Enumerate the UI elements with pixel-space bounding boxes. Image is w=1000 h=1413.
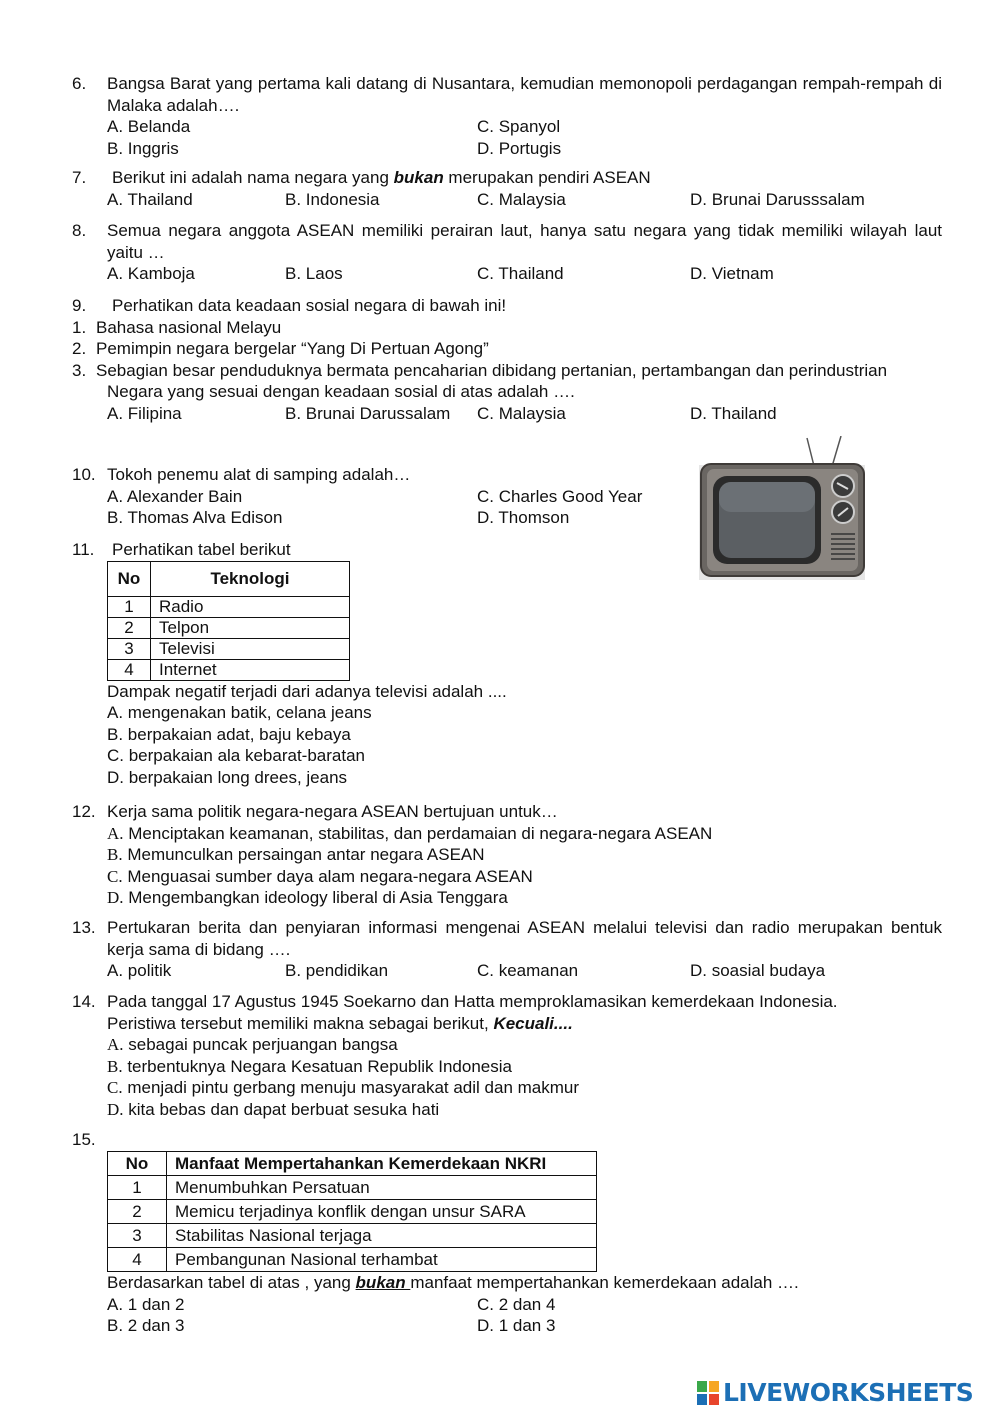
- list-item: 2. Pemimpin negara bergelar “Yang Di Pertuan Agong”: [72, 339, 489, 358]
- table-row: 2 Telpon: [108, 617, 350, 638]
- table-header: Manfaat Mempertahankan Kemerdekaan NKRI: [167, 1152, 597, 1176]
- option-b[interactable]: B. Thomas Alva Edison: [107, 508, 283, 527]
- option-c[interactable]: C. Spanyol: [477, 117, 561, 136]
- emphasis-bukan: bukan: [355, 1273, 411, 1292]
- option-c[interactable]: C. Charles Good Year: [477, 486, 643, 506]
- liveworksheets-icon: [697, 1381, 719, 1405]
- question-text: Pada tanggal 17 Agustus 1945 Soekarno dan Hatta memproklamasikan kemerdekaan Indonesia.: [107, 992, 838, 1011]
- technology-table: [107, 561, 350, 681]
- question-text: Berikut ini adalah nama negara yang bukan merupakan pendiri ASEAN: [112, 168, 651, 187]
- question-prompt: Peristiwa tersebut memiliki makna sebagai berikut, Kecuali....: [107, 1013, 573, 1033]
- option-a[interactable]: A. Menciptakan keamanan, stabilitas, dan perdamaian di negara-negara ASEAN: [107, 823, 713, 843]
- question-number: 7.: [72, 168, 87, 187]
- question-prompt: Berdasarkan tabel di atas , yang bukan manfaat mempertahankan kemerdekaan adalah ….: [107, 1273, 799, 1292]
- question-number: 13.: [72, 918, 96, 937]
- question-number: 9.: [72, 296, 87, 315]
- emphasis-kecuali: Kecuali....: [493, 1013, 573, 1033]
- option-a[interactable]: A. Alexander Bain: [107, 486, 243, 506]
- list-item: 1. Bahasa nasional Melayu: [72, 317, 282, 337]
- question-number: 14.: [72, 992, 96, 1011]
- table-row: 3 Televisi: [108, 638, 350, 659]
- question-12: [72, 801, 942, 909]
- logo-text: LIVEWORKSHEETS: [723, 1378, 974, 1407]
- option-b[interactable]: B. berpakaian adat, baju kebaya: [107, 724, 351, 744]
- question-11: [72, 539, 942, 788]
- question-text: Semua negara anggota ASEAN memiliki perairan laut, hanya satu negara yang tidak memiliki wilayah laut yaitu …: [107, 221, 942, 262]
- table-row: 4 Pembangunan Nasional terhambat: [108, 1248, 597, 1272]
- option-a[interactable]: A. politik: [107, 961, 172, 980]
- option-a[interactable]: A. Thailand: [107, 189, 193, 209]
- table-header: Teknologi: [151, 561, 350, 596]
- question-text: Perhatikan tabel berikut: [112, 540, 291, 559]
- question-14: [72, 991, 942, 1120]
- option-d[interactable]: D. Mengembangkan ideology liberal di Asia Tenggara: [107, 888, 508, 907]
- option-d[interactable]: D. Thomson: [477, 508, 570, 527]
- question-15: [72, 1129, 942, 1337]
- option-d[interactable]: D. Thailand: [690, 403, 777, 423]
- emphasis-bukan: bukan: [393, 168, 444, 187]
- option-a[interactable]: A. Kamboja: [107, 264, 195, 283]
- question-text: Perhatikan data keadaan sosial negara di bawah ini!: [112, 296, 507, 315]
- option-a[interactable]: A. sebagai puncak perjuangan bangsa: [107, 1035, 398, 1054]
- option-d[interactable]: D. Portugis: [477, 138, 562, 158]
- option-d[interactable]: D. kita bebas dan dapat berbuat sesuka hati: [107, 1099, 440, 1119]
- option-c[interactable]: C. Menguasai sumber daya alam negara-negara ASEAN: [107, 866, 533, 886]
- option-a[interactable]: A. 1 dan 2: [107, 1294, 185, 1314]
- question-prompt: Dampak negatif terjadi dari adanya televisi adalah ....: [107, 681, 507, 701]
- option-c[interactable]: C. menjadi pintu gerbang menuju masyarakat adil dan makmur: [107, 1078, 580, 1097]
- list-item: 3. Sebagian besar penduduknya bermata pencaharian dibidang pertanian, pertambangan dan perindustrian: [72, 360, 888, 380]
- option-b[interactable]: B. pendidikan: [285, 961, 389, 980]
- question-6: [72, 73, 942, 159]
- table-row: 1 Menumbuhkan Persatuan: [108, 1176, 597, 1200]
- option-d[interactable]: D. berpakaian long drees, jeans: [107, 767, 348, 787]
- option-b[interactable]: B. Laos: [285, 264, 343, 283]
- liveworksheets-logo[interactable]: [697, 1378, 973, 1408]
- option-d[interactable]: D. soasial budaya: [690, 961, 826, 980]
- table-row: 4 Internet: [108, 659, 350, 680]
- question-number: 15.: [72, 1130, 96, 1149]
- option-a[interactable]: A. mengenakan batik, celana jeans: [107, 703, 372, 722]
- option-d[interactable]: D. 1 dan 3: [477, 1316, 556, 1335]
- option-b[interactable]: B. Inggris: [107, 138, 179, 158]
- option-a[interactable]: A. Belanda: [107, 117, 191, 136]
- question-number: 11.: [72, 540, 95, 559]
- table-header: No: [108, 1152, 167, 1176]
- table-row: 2 Memicu terjadinya konflik dengan unsur SARA: [108, 1200, 597, 1224]
- option-c[interactable]: C. berpakaian ala kebarat-baratan: [107, 746, 365, 765]
- option-c[interactable]: C. Malaysia: [477, 403, 566, 423]
- option-b[interactable]: B. Brunai Darussalam: [285, 403, 451, 423]
- question-text: Kerja sama politik negara-negara ASEAN bertujuan untuk…: [107, 802, 558, 821]
- question-number: 8.: [72, 221, 87, 240]
- table-row: 3 Stabilitas Nasional terjaga: [108, 1224, 597, 1248]
- option-b[interactable]: B. 2 dan 3: [107, 1316, 185, 1335]
- question-number: 10.: [72, 465, 96, 484]
- option-c[interactable]: C. keamanan: [477, 961, 579, 980]
- question-number: 6.: [72, 74, 87, 93]
- question-8: [72, 220, 942, 285]
- table-header: No: [108, 561, 151, 596]
- option-c[interactable]: C. Thailand: [477, 264, 564, 283]
- option-c[interactable]: C. Malaysia: [477, 189, 566, 209]
- question-7: [72, 167, 942, 210]
- benefit-table: [107, 1151, 597, 1272]
- table-row: 1 Radio: [108, 596, 350, 617]
- data-list: [72, 317, 942, 382]
- option-d[interactable]: D. Vietnam: [690, 264, 774, 283]
- question-9: [72, 295, 942, 424]
- option-b[interactable]: B. terbentuknya Negara Kesatuan Republik Indonesia: [107, 1056, 512, 1076]
- option-c[interactable]: C. 2 dan 4: [477, 1294, 556, 1314]
- option-a[interactable]: A. Filipina: [107, 403, 182, 423]
- option-b[interactable]: B. Indonesia: [285, 189, 380, 209]
- option-b[interactable]: B. Memunculkan persaingan antar negara ASEAN: [107, 845, 485, 864]
- question-10: [72, 464, 672, 529]
- question-text: Tokoh penemu alat di samping adalah…: [107, 465, 411, 484]
- question-13: [72, 917, 942, 982]
- option-d[interactable]: D. Brunai Darusssalam: [690, 189, 865, 209]
- question-prompt: Negara yang sesuai dengan keadaan sosial di atas adalah ….: [107, 382, 575, 401]
- question-number: 12.: [72, 802, 96, 821]
- question-text: Pertukaran berita dan penyiaran informasi mengenai ASEAN melalui televisi dan radio merupakan bentuk kerja sama di bidang ….: [107, 918, 942, 959]
- question-text: Bangsa Barat yang pertama kali datang di Nusantara, kemudian memonopoli perdagangan rempah-rempah di Malaka adalah….: [107, 74, 942, 115]
